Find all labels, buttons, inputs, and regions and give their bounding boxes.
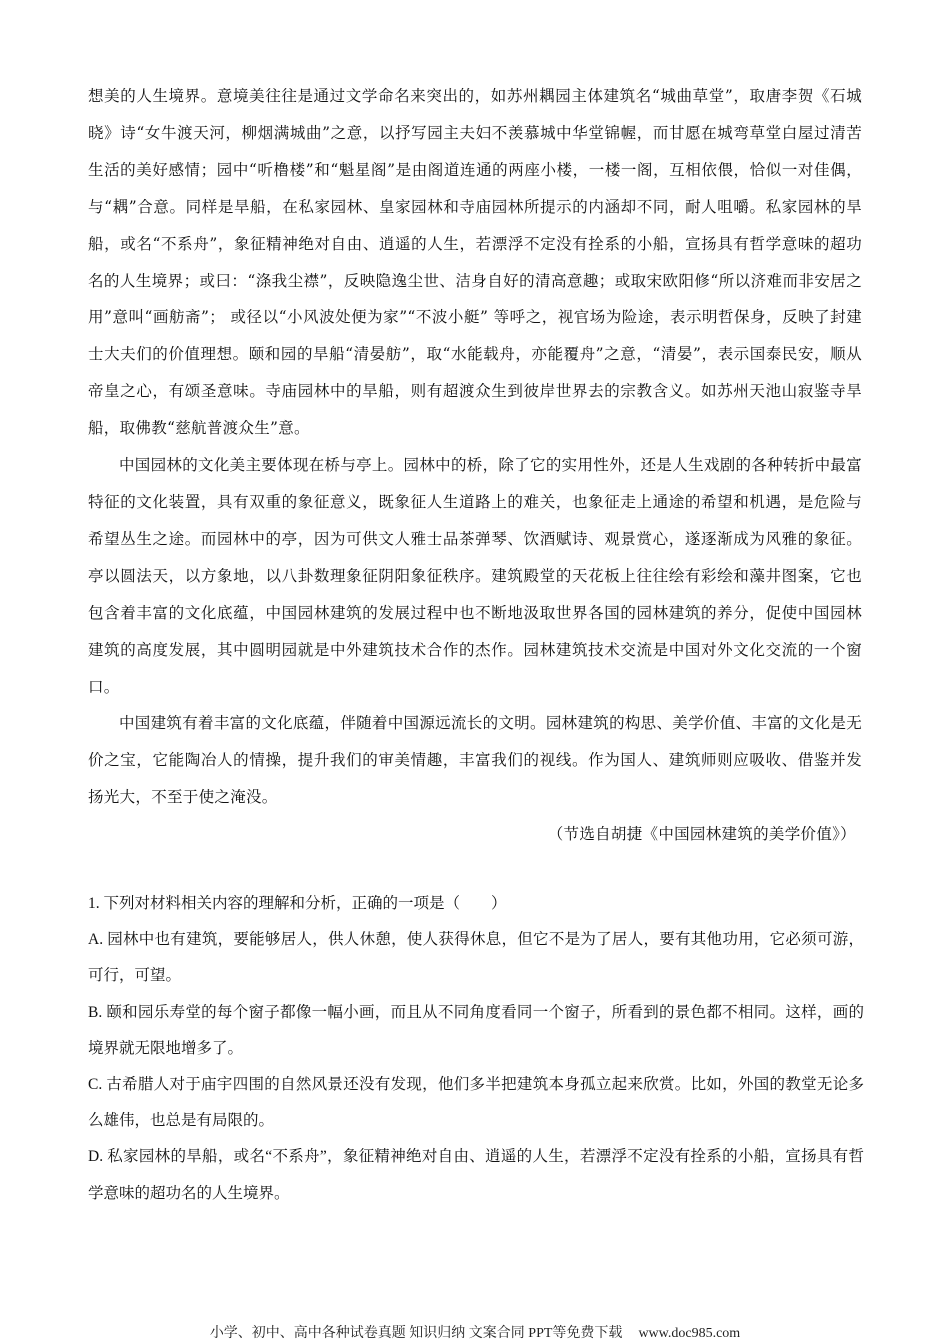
- footer-link[interactable]: www.doc985.com: [638, 1326, 741, 1341]
- reading-passage: [88, 78, 862, 853]
- option-a: A. 园林中也有建筑，要能够居人，供人休憩，使人获得休息，但它不是为了居人，要有其他功用，它必须可游，可行，可望。: [88, 931, 864, 985]
- passage-paragraph: 想美的人生境界。意境美往往是通过文学命名来突出的，如苏州耦园主体建筑名“城曲草堂”，取唐李贺《石城晓》诗“女牛渡天河，柳烟满城曲”之意，以抒写园主夫妇不羡慕城中华堂锦幄，而甘愿在城弯草堂白屋过清苦生活的美好感情；园中“听橹楼”和“魁星阁”是由阁道连通的两座小楼，一楼一阁，互相依偎，恰似一对佳偶，与“耦”合意。同样是旱船，在私家园林、皇家园林和寺庙园林所提示的内涵却不同，耐人咀嚼。私家园林的旱船，或名“不系舟”，象征精神绝对自由、逍遥的人生，若漂浮不定没有拴系的小船，宣扬具有哲学意味的超功名的人生境界；或曰：“涤我尘襟”，反映隐逸尘世、洁身自好的清高意趣；或取宋欧阳修“所以济难而非安居之用”意叫“画舫斋”； 或径以“小风波处便为家”“不波小艇” 等呼之，视官场为险途，表示明哲保身，反映了封建士大夫们的价值理想。颐和园的旱船“清晏舫”，取“水能载舟，亦能覆舟”之意，“清晏”，表示国泰民安，顺从帝皇之心，有颂圣意味。寺庙园林中的旱船，则有超渡众生到彼岸世界去的宗教含义。如苏州天池山寂鉴寺旱船，取佛教“慈航普渡众生”意。: [88, 87, 862, 438]
- option-d: D. 私家园林的旱船，或名“不系舟”，象征精神绝对自由、逍遥的人生，若漂浮不定没有拴系的小船，宣扬具有哲学意味的超功名的人生境界。: [88, 1148, 864, 1202]
- page-footer: [0, 1322, 950, 1342]
- footer-text: 小学、初中、高中各种试卷真题 知识归纳 文案合同 PPT等免费下载: [209, 1326, 623, 1341]
- question-stem: 1. 下列对材料相关内容的理解和分析，正确的一项是（ ）: [88, 895, 507, 912]
- option-b: B. 颐和园乐寿堂的每个窗子都像一幅小画，而且从不同角度看同一个窗子，所看到的景色都不相同。这样，画的境界就无限地增多了。: [88, 1003, 864, 1057]
- passage-paragraph: 中国建筑有着丰富的文化底蕴，伴随着中国源远流长的文明。园林建筑的构思、美学价值、丰富的文化是无价之宝，它能陶冶人的情操，提升我们的审美情趣，丰富我们的视线。作为国人、建筑师则应吸收、借鉴并发扬光大，不至于使之淹没。: [88, 714, 862, 807]
- option-c: C. 古希腊人对于庙宇四围的自然风景还没有发现，他们多半把建筑本身孤立起来欣赏。比如，外国的教堂无论多么雄伟，也总是有局限的。: [88, 1076, 864, 1130]
- passage-source: （节选自胡捷《中国园林建筑的美学价值》）: [547, 825, 856, 844]
- question-1: [88, 886, 864, 1212]
- passage-paragraph: 中国园林的文化美主要体现在桥与亭上。园林中的桥，除了它的实用性外，还是人生戏剧的各种转折中最富特征的文化装置，具有双重的象征意义，既象征人生道路上的难关，也象征走上通途的希望和机遇，是危险与希望丛生之途。而园林中的亭，因为可供文人雅士品茶弹琴、饮酒赋诗、观景赏心，遂逐渐成为风雅的象征。亭以圆法天，以方象地，以八卦数理象征阴阳象征秩序。建筑殿堂的天花板上往往绘有彩绘和藻井图案，它也包含着丰富的文化底蕴，中国园林建筑的发展过程中也不断地汲取世界各国的园林建筑的养分，促使中国园林建筑的高度发展，其中圆明园就是中外建筑技术合作的杰作。园林建筑技术交流是中国对外文化交流的一个窗口。: [88, 456, 862, 696]
